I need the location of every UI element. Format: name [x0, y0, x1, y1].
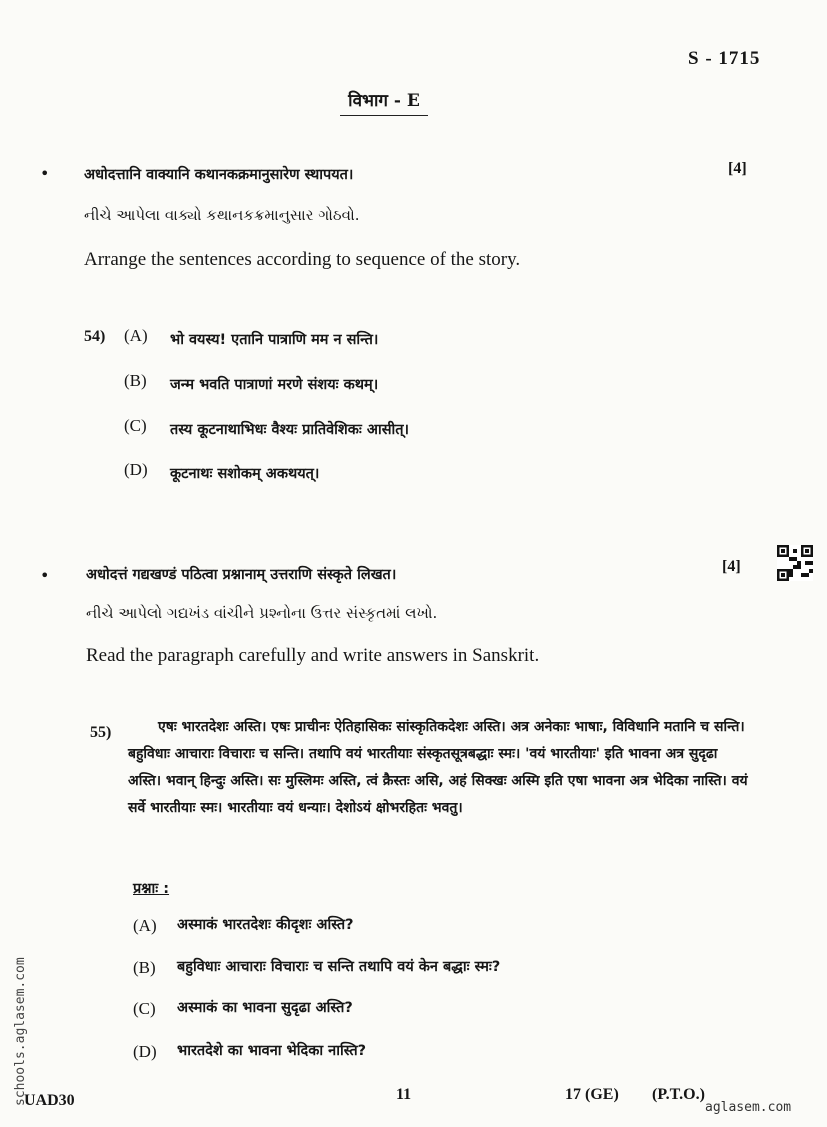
- instruction-sanskrit-2: अधोदत्तं गद्यखण्डं पठित्वा प्रश्नानाम् उत्तराणि संस्कृते लिखत।: [86, 567, 397, 583]
- marks-2: [4]: [722, 558, 741, 575]
- option-text: कूटनाथः सशोकम् अकथयत्।: [170, 466, 320, 482]
- site-watermark: aglasem.com: [705, 1100, 792, 1115]
- option-letter: (C): [124, 416, 147, 435]
- marks-1: [4]: [728, 160, 747, 177]
- question-text: अस्माकं का भावना सुदृढा अस्ति?: [177, 1000, 353, 1016]
- question-letter: (A): [133, 916, 157, 935]
- question-letter: (D): [133, 1042, 157, 1061]
- instruction-sanskrit-1: अधोदत्तानि वाक्यानि कथानकक्रमानुसारेण स्थापयत।: [84, 167, 354, 183]
- question-text: अस्माकं भारतदेशः कीदृशः अस्ति?: [177, 917, 354, 933]
- footer-left-code: UAD30: [24, 1092, 75, 1109]
- question-text: बहुविधाः आचाराः विचाराः च सन्ति तथापि वयं केन बद्धाः स्मः?: [177, 959, 501, 975]
- bullet-2: •: [40, 566, 50, 585]
- qr-code-icon: [777, 545, 813, 581]
- section-title: विभाग - E: [340, 88, 428, 116]
- pto-label: (P.T.O.): [652, 1086, 705, 1103]
- passage-paragraph: एषः भारतदेशः अस्ति। एषः प्राचीनः ऐतिहासिकः सांस्कृतिकदेशः अस्ति। अत्र अनेकाः भाषाः, विविधानि मतानि च सन्ति। बहुविधाः आचाराः विचाराः च सन्ति। तथापि वयं भारतीयाः संस्कृतसूत्रबद्धाः स्मः। 'वयं भारतीयाः' इति भावना अत्र सुदृढा अस्ति। भवान् हिन्दुः अस्ति। सः मुस्लिमः अस्ति, त्वं क्रैस्तः असि, अहं सिक्खः अस्मि इति एषा भावना अत्र भेदिका नास्ति। वयं सर्वे भारतीयाः स्मः। भारतीयाः वयं धन्याः। देशोऽयं क्षोभरहितः भवतु।: [128, 719, 748, 816]
- instruction-gujarati-2: નીચે આપેલો ગદ્યખંડ વાંચીને પ્રશ્નોના ઉત્તર સંસ્કૃતમાં લખો.: [86, 604, 438, 622]
- paper-code: S - 1715: [688, 48, 761, 69]
- footer-paper-code: 17 (GE): [565, 1086, 619, 1103]
- side-watermark: [2, 928, 32, 1108]
- question-text: भारतदेशे का भावना भेदिका नास्ति?: [177, 1043, 367, 1059]
- question-number-54: 54): [84, 328, 106, 345]
- option-text: जन्म भवति पात्राणां मरणे संशयः कथम्।: [170, 377, 379, 393]
- instruction-english-1: Arrange the sentences according to sequence of the story.: [84, 249, 521, 270]
- page-number: 11: [396, 1086, 412, 1103]
- questions-heading: प्रश्नाः :: [133, 881, 170, 897]
- question-number-55: 55): [90, 724, 112, 741]
- option-letter: (B): [124, 371, 147, 390]
- side-watermark-text: schools.aglasem.com: [13, 957, 28, 1106]
- option-letter: (A): [124, 326, 148, 345]
- instruction-english-2: Read the paragraph carefully and write answers in Sanskrit.: [86, 645, 540, 666]
- instruction-gujarati-1: નીચે આપેલા વાક્યો કથાનકક્રમાનુસાર ગોઠવો.: [84, 206, 360, 224]
- question-letter: (C): [133, 999, 156, 1018]
- bullet-1: •: [40, 164, 50, 183]
- option-letter: (D): [124, 460, 148, 479]
- option-text: तस्य कूटनाथाभिधः वैश्यः प्रातिवेशिकः आसीत्।: [170, 422, 410, 438]
- question-letter: (B): [133, 958, 156, 977]
- option-text: भो वयस्य! एतानि पात्राणि मम न सन्ति।: [170, 332, 379, 348]
